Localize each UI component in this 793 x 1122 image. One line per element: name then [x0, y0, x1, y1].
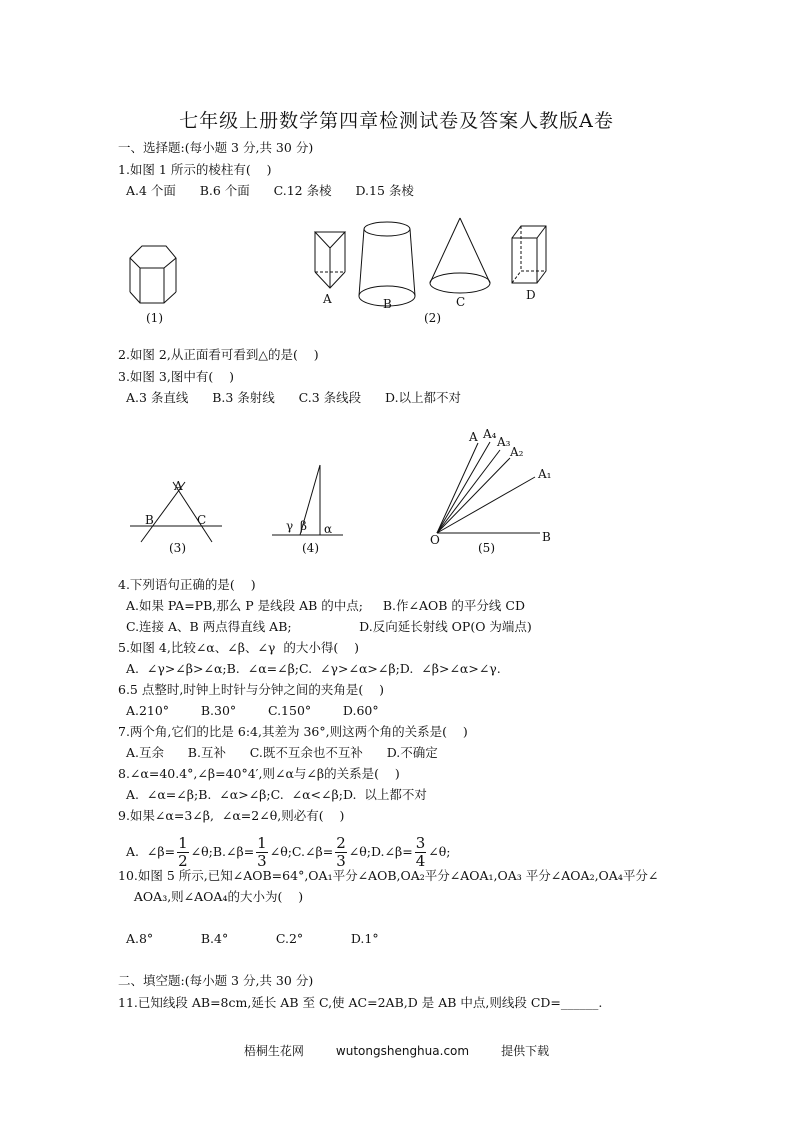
text-line: 一、选择题:(每小题 3 分,共 30 分)	[118, 140, 314, 155]
text-line: 9.如果∠α=3∠β, ∠α=2∠θ,则必有( )	[118, 808, 345, 823]
text-line: A. ∠α=∠β;B. ∠α>∠β;C. ∠α<∠β;D. 以上都不对	[118, 787, 427, 802]
text-line: 8.∠α=40.4°,∠β=40°4′,则∠α与∠β的关系是( )	[118, 766, 400, 781]
svg-text:A₁: A₁	[538, 467, 552, 481]
cuboid-figure	[512, 226, 546, 302]
text-line: 2.如图 2,从正面看可看到△的是( )	[118, 347, 319, 362]
text-line: 1.如图 1 所示的棱柱有( )	[118, 162, 272, 177]
text-line: 7.两个角,它们的比是 6:4,其差为 36°,则这两个角的关系是( )	[118, 724, 468, 739]
svg-text:β: β	[300, 519, 307, 533]
fraction: $\frac{1}{3}$	[257, 834, 267, 870]
text-line: A.互余 B.互补 C.既不互余也不互补 D.不确定	[118, 745, 438, 760]
figure-3	[130, 479, 222, 555]
svg-text:A: A	[469, 430, 478, 444]
text-line: A. ∠γ>∠β>∠α;B. ∠α=∠β;C. ∠γ>∠α>∠β;D. ∠β>∠α>∠γ.	[118, 661, 501, 676]
svg-text:(4): (4)	[302, 541, 319, 555]
q9-c: ∠θ;C.∠β=	[269, 844, 334, 859]
svg-text:α: α	[324, 522, 333, 536]
text-line: A.4 个面 B.6 个面 C.12 条棱 D.15 条棱	[118, 183, 414, 198]
text-line: A.如果 PA=PB,那么 P 是线段 AB 的中点; B.作∠AOB 的平分线 CD	[118, 598, 525, 613]
fraction: $\frac{1}{2}$	[178, 834, 188, 870]
cone-figure	[424, 218, 490, 325]
footer-note: 提供下载	[501, 1044, 550, 1058]
svg-text:A₄: A₄	[483, 427, 497, 441]
fig1-label: (1)	[146, 311, 163, 325]
footer-site-url[interactable]: wutongshenghua.com	[335, 1044, 470, 1058]
fraction: $\frac{2}{3}$	[336, 834, 346, 870]
svg-text:A₂: A₂	[510, 445, 524, 459]
footer	[0, 1042, 793, 1059]
svg-text:O: O	[430, 533, 440, 547]
fraction: $\frac{3}{4}$	[415, 834, 426, 870]
text-line: 10.如图 5 所示,已知∠AOB=64°,OA₁平分∠AOB,OA₂平分∠AOA₁,OA₃ 平分∠AOA₂,OA₄平分∠	[118, 868, 659, 883]
text-line: 3.如图 3,图中有( )	[118, 369, 234, 384]
text-line: A.8° B.4° C.2° D.1°	[118, 931, 379, 946]
svg-text:B: B	[542, 530, 551, 544]
q9-a: A. ∠β=	[118, 844, 176, 859]
text-line: 6.5 点整时,时钟上时针与分钟之间的夹角是( )	[118, 682, 384, 697]
q9-b: ∠θ;B.∠β=	[190, 844, 255, 859]
text-line: A.3 条直线 B.3 条射线 C.3 条线段 D.以上都不对	[118, 390, 462, 405]
svg-text:B: B	[145, 513, 154, 527]
text-line: 5.如图 4,比较∠α、∠β、∠γ 的大小得( )	[118, 640, 359, 655]
q9-d: ∠θ;D.∠β=	[348, 844, 413, 859]
svg-text:C: C	[456, 295, 466, 309]
svg-text:(3): (3)	[169, 541, 186, 555]
svg-text:B: B	[383, 297, 392, 311]
svg-text:(5): (5)	[478, 541, 495, 555]
svg-text:A: A	[174, 479, 183, 493]
text-line: 11.已知线段 AB=8cm,延长 AB 至 C,使 AC=2AB,D 是 AB 中点,则线段 CD=______.	[118, 995, 603, 1010]
text-line: C.连接 A、B 两点得直线 AB; D.反向延长射线 OP(O 为端点)	[118, 619, 532, 634]
footer-site-name: 梧桐生花网	[243, 1044, 304, 1058]
figure-5	[430, 427, 551, 555]
text-line: 4.下列语句正确的是( )	[118, 577, 256, 592]
frustum-figure	[359, 222, 415, 311]
svg-text:A₃: A₃	[497, 435, 511, 449]
page-title: 七年级上册数学第四章检测试卷及答案人教版A卷	[179, 110, 614, 132]
svg-text:D: D	[526, 288, 536, 302]
svg-text:A: A	[323, 292, 332, 306]
text-line: A.210° B.30° C.150° D.60°	[118, 703, 379, 718]
svg-text:C: C	[197, 513, 207, 527]
text-line: 二、填空题:(每小题 3 分,共 30 分)	[118, 973, 314, 988]
triangular-prism-figure	[315, 232, 345, 306]
q9-options: A. ∠β= $\frac{1}{2}$ ∠θ;B.∠β= $\frac{1}{3}$ ∠θ;C.∠β= $\frac{2}{3}$ ∠θ;D.∠β= $\frac{3}{4}$ ∠θ;	[118, 834, 451, 870]
text-line: AOA₃,则∠AOA₄的大小为( )	[118, 889, 304, 904]
figure-4	[272, 465, 343, 555]
fig2-label: (2)	[424, 311, 441, 325]
svg-text:γ: γ	[286, 519, 294, 533]
hexagonal-prism-figure	[130, 246, 176, 325]
